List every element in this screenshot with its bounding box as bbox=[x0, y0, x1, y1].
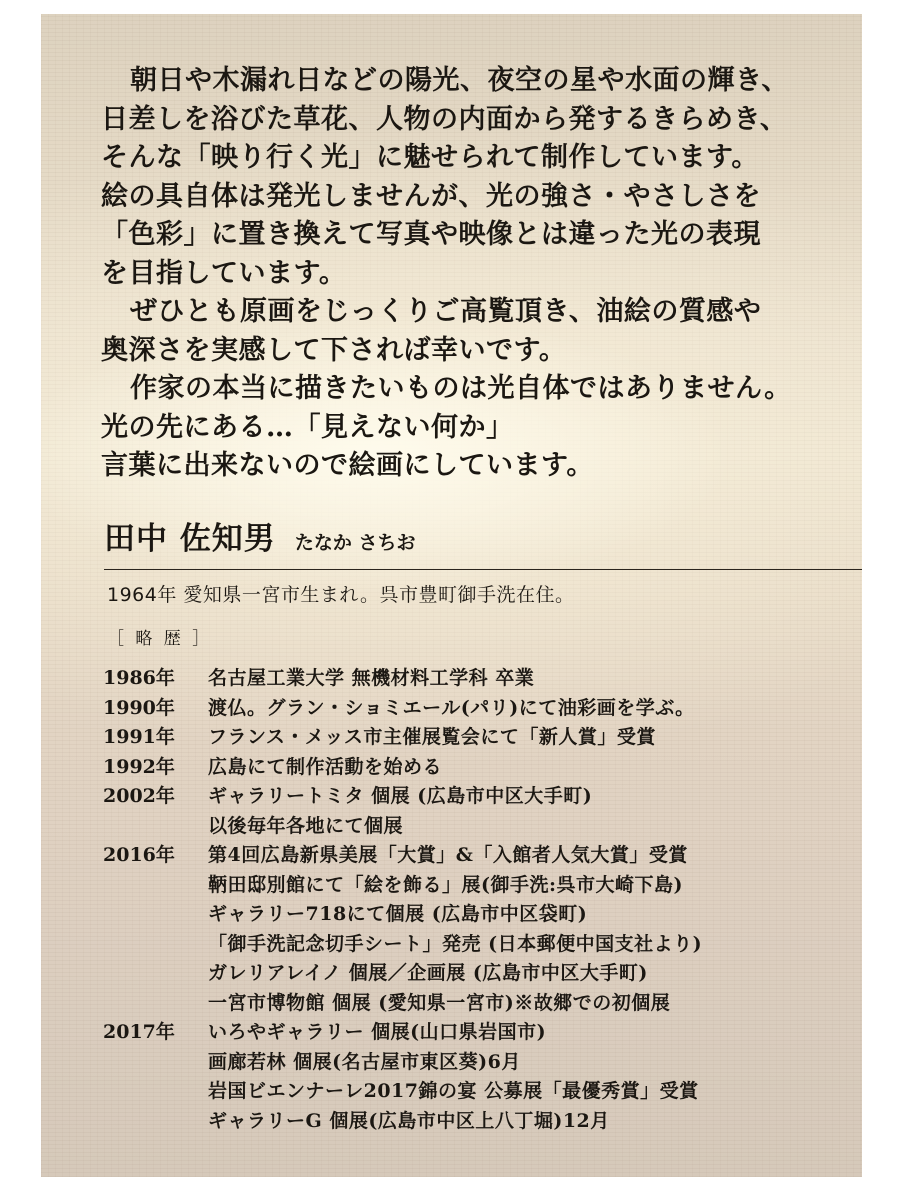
flyer-page bbox=[41, 14, 862, 1177]
statement-line: 朝日や木漏れ日などの陽光、夜空の星や水面の輝き、 bbox=[130, 65, 789, 96]
history-year: 1986年 bbox=[103, 667, 175, 689]
history-item: 第4回広島新県美展「大賞」&「入館者人気大賞」受賞 bbox=[208, 844, 688, 866]
history-year: 2017年 bbox=[103, 1021, 175, 1043]
history-entry bbox=[103, 723, 862, 753]
statement-line: 「色彩」に置き換えて写真や映像とは違った光の表現 bbox=[101, 219, 761, 250]
history-entry bbox=[103, 664, 862, 694]
artist-name: 田中 佐知男 bbox=[104, 521, 276, 557]
history-entry bbox=[103, 694, 862, 724]
history-item: フランス・メッス市主催展覧会にて「新人賞」受賞 bbox=[208, 726, 656, 748]
history-item: 鞆田邸別館にて「絵を飾る」展(御手洗:呉市大崎下島) bbox=[208, 873, 683, 896]
history-year: 2016年 bbox=[103, 844, 175, 866]
statement-line: 作家の本当に描きたいものは光自体ではありません。 bbox=[130, 373, 792, 404]
history-item: 広島にて制作活動を始める bbox=[208, 755, 443, 778]
history-entry bbox=[103, 753, 862, 783]
artist-name-heading bbox=[104, 513, 416, 558]
history-item: 名古屋工業大学 無機材料工学科 卒業 bbox=[208, 667, 535, 689]
history-year: 1991年 bbox=[103, 726, 175, 748]
history-label: ［ 略 歴 ］ bbox=[107, 629, 213, 649]
history-item: ギャラリートミタ 個展 (広島市中区大手町) bbox=[208, 785, 593, 807]
history-item: 画廊若林 個展(名古屋市東区葵)6月 bbox=[208, 1050, 521, 1073]
statement-line: を目指しています。 bbox=[101, 257, 347, 289]
history-item: いろやギャラリー 個展(山口県岩国市) bbox=[208, 1021, 547, 1043]
history-list bbox=[103, 664, 862, 1136]
history-year: 2002年 bbox=[103, 785, 175, 807]
history-item: 以後毎年各地にて個展 bbox=[208, 814, 404, 837]
statement-line: 奥深さを実感して下されば幸いです。 bbox=[101, 334, 567, 366]
history-item: ギャラリーG 個展(広島市中区上八丁堀)12月 bbox=[208, 1109, 610, 1132]
history-entry bbox=[103, 841, 862, 1018]
history-entry bbox=[103, 782, 862, 841]
history-item: 渡仏。グラン・ショミエール(パリ)にて油彩画を学ぶ。 bbox=[208, 696, 695, 719]
artist-birth: 1964年 愛知県一宮市生まれ。呉市豊町御手洗在住。 bbox=[107, 584, 575, 606]
history-item: 一宮市博物館 個展 (愛知県一宮市)※故郷での初個展 bbox=[208, 991, 671, 1014]
history-item: 岩国ビエンナーレ2017錦の宴 公募展「最優秀賞」受賞 bbox=[208, 1080, 699, 1102]
statement-line: そんな「映り行く光」に魅せられて制作しています。 bbox=[101, 142, 759, 173]
statement-line: 言葉に出来ないので絵画にしています。 bbox=[101, 450, 594, 481]
divider bbox=[104, 569, 862, 570]
history-year: 1992年 bbox=[103, 755, 175, 778]
history-item: ギャラリー718にて個展 (広島市中区袋町) bbox=[208, 903, 588, 925]
history-item: ガレリアレイノ 個展／企画展 (広島市中区大手町) bbox=[208, 962, 648, 984]
history-entry bbox=[103, 1018, 862, 1136]
history-year: 1990年 bbox=[103, 696, 175, 719]
statement-line: 光の先にある…「見えない何か」 bbox=[101, 411, 514, 443]
statement-line: ぜひとも原画をじっくりご高覧頂き、油絵の質感や bbox=[130, 296, 762, 327]
artist-name-reading: たなか さちお bbox=[294, 532, 416, 554]
history-item: 「御手洗記念切手シート」発売 (日本郵便中国支社より) bbox=[208, 932, 703, 955]
statement-line: 絵の具自体は発光しませんが、光の強さ・やさしさを bbox=[101, 180, 761, 212]
artist-statement bbox=[101, 62, 841, 486]
statement-line: 日差しを浴びた草花、人物の内面から発するきらめき、 bbox=[101, 103, 788, 135]
